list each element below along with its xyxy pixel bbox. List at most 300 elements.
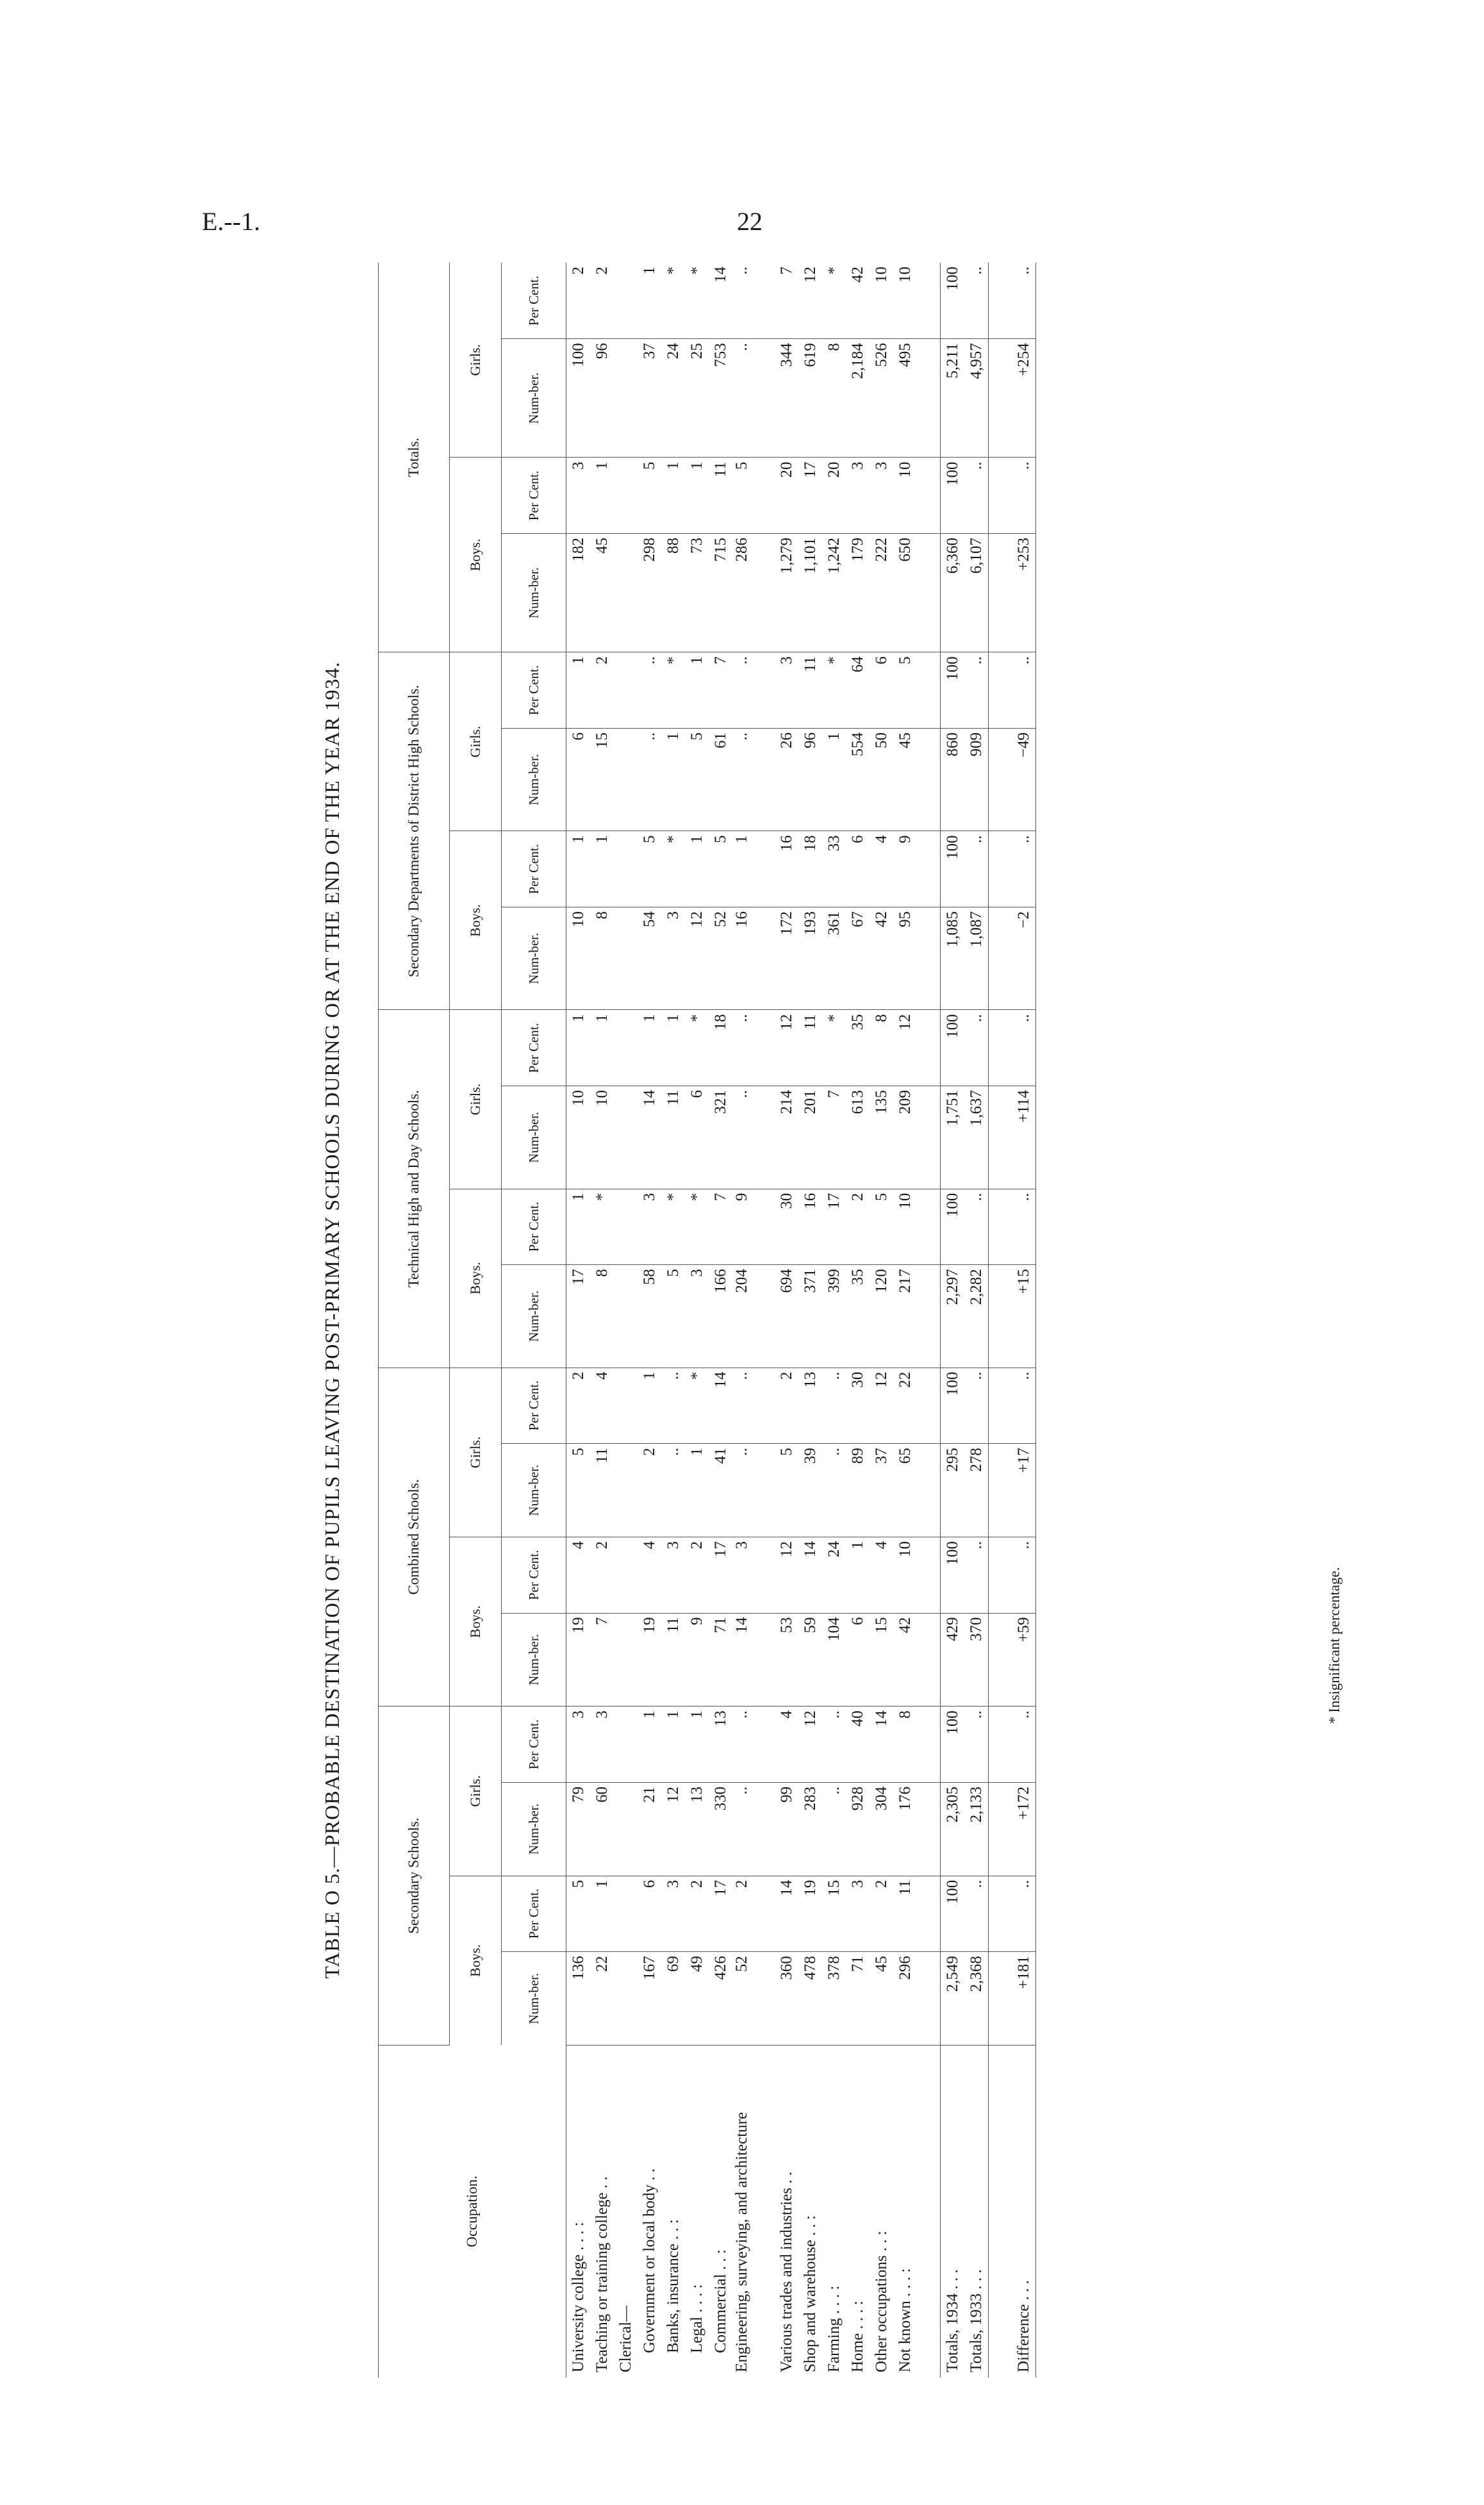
number-cell: 526 [870, 339, 893, 458]
number-cell: 167 [638, 1952, 661, 2046]
percent-cell: 3 [638, 1189, 661, 1265]
percent-cell: * [685, 1368, 709, 1444]
number-cell: 16 [732, 907, 775, 1010]
number-cell: 41 [709, 1444, 732, 1537]
percent-cell: 2 [732, 1876, 775, 1952]
percent-cell: 5 [732, 458, 775, 534]
percent-cell: 1 [638, 1368, 661, 1444]
number-cell: 89 [846, 1444, 870, 1537]
group-header-district-high: Secondary Departments of District High Schools. [379, 652, 450, 1010]
number-cell: .. [732, 1444, 775, 1537]
number-cell: 361 [822, 907, 846, 1010]
occupation-header: Occupation. [379, 2045, 566, 2377]
number-cell: 6,107 [964, 534, 989, 652]
number-cell: 166 [709, 1265, 732, 1368]
number-cell: 650 [893, 534, 917, 652]
number-cell: 67 [846, 907, 870, 1010]
number-cell: 286 [732, 534, 775, 652]
girls-header: Girls. [450, 652, 502, 831]
number-cell: 73 [685, 534, 709, 652]
number-cell: 13 [685, 1782, 709, 1876]
girls-header: Girls. [450, 1707, 502, 1876]
percent-cell: 100 [941, 1010, 965, 1086]
number-cell: 61 [709, 728, 732, 831]
number-cell: 15 [870, 1613, 893, 1707]
percent-cell: .. [1012, 1876, 1036, 1952]
percent-cell: 4 [775, 1707, 798, 1783]
number-cell: 2,305 [941, 1782, 965, 1876]
percent-cell: 12 [798, 1707, 822, 1783]
percent-cell: .. [964, 1876, 989, 1952]
percent-cell: 10 [893, 458, 917, 534]
number-cell: 96 [590, 339, 614, 458]
number-cell: 1 [661, 728, 685, 831]
page-number: 22 [737, 207, 763, 236]
number-cell: 5 [685, 728, 709, 831]
number-cell: 45 [590, 534, 614, 652]
number-cell: 2,133 [964, 1782, 989, 1876]
rotated-table-frame [320, 263, 1410, 2377]
percent-cell: * [822, 263, 846, 339]
percent-cell: 1 [638, 1707, 661, 1783]
percent-cell: 14 [798, 1537, 822, 1613]
percent-cell: .. [822, 1368, 846, 1444]
number-cell: 5 [775, 1444, 798, 1537]
percent-cell: .. [964, 1707, 989, 1783]
percent-cell: 18 [709, 1010, 732, 1086]
percent-cell: 1 [566, 1189, 591, 1265]
number-cell: 399 [822, 1265, 846, 1368]
number-cell: .. [732, 339, 775, 458]
number-cell: 95 [893, 907, 917, 1010]
number-cell: 8 [822, 339, 846, 458]
number-cell: +181 [1012, 1952, 1036, 2046]
occupation-label: Shop and warehouse . . : [802, 2215, 819, 2372]
number-cell: 172 [775, 907, 798, 1010]
number-cell: 429 [941, 1613, 965, 1707]
number-cell: 860 [941, 728, 965, 831]
number-cell: 45 [893, 728, 917, 831]
occupation-label: Teaching or training college . . [593, 2176, 611, 2372]
number-cell: 37 [638, 339, 661, 458]
percent-cell: 42 [846, 263, 870, 339]
group-header-combined: Combined Schools. [379, 1368, 450, 1707]
number-cell: +172 [1012, 1782, 1036, 1876]
table-row [614, 263, 638, 2377]
percent-cell: 14 [870, 1707, 893, 1783]
number-cell: 99 [775, 1782, 798, 1876]
percent-cell: 17 [822, 1189, 846, 1265]
number-cell [614, 1952, 638, 2046]
percent-cell: 13 [798, 1368, 822, 1444]
occupation-label: Not known . . . : [896, 2268, 914, 2372]
occupation-label: Government or local body . . [641, 2168, 658, 2353]
girls-header: Girls. [450, 1368, 502, 1537]
number-cell: 1,101 [798, 534, 822, 652]
percent-cell: 3 [661, 1537, 685, 1613]
number-cell: 8 [590, 1265, 614, 1368]
table-row [566, 263, 591, 2377]
percent-cell: 19 [798, 1876, 822, 1952]
percent-cell: 100 [941, 652, 965, 729]
number-cell: 3 [685, 1265, 709, 1368]
percent-cell: .. [822, 1707, 846, 1783]
percent-cell: 13 [709, 1707, 732, 1783]
percent-cell: 14 [709, 263, 732, 339]
number-cell [614, 1444, 638, 1537]
percent-cell: 3 [566, 458, 591, 534]
per-cent-header: Per Cent. [502, 263, 566, 339]
number-cell: .. [638, 728, 661, 831]
table-row [732, 263, 775, 2377]
number-cell: 193 [798, 907, 822, 1010]
percent-cell: 8 [870, 1010, 893, 1086]
number-cell: 1,242 [822, 534, 846, 652]
number-cell: 42 [870, 907, 893, 1010]
number-cell [614, 1613, 638, 1707]
number-cell: 2,368 [964, 1952, 989, 2046]
percent-cell: .. [1012, 1189, 1036, 1265]
percent-cell: * [685, 1010, 709, 1086]
number-cell: .. [822, 1782, 846, 1876]
number-cell: 5,211 [941, 339, 965, 458]
number-cell: 14 [638, 1086, 661, 1189]
percent-cell: .. [964, 1010, 989, 1086]
percent-cell: 1 [685, 831, 709, 907]
percent-cell: 15 [822, 1876, 846, 1952]
percent-cell: 1 [661, 1707, 685, 1783]
number-cell: 10 [566, 1086, 591, 1189]
number-cell: +253 [1012, 534, 1036, 652]
percent-cell [614, 263, 638, 339]
percent-cell: 100 [941, 458, 965, 534]
girls-header: Girls. [450, 263, 502, 458]
percent-cell: .. [638, 652, 661, 729]
percent-cell: 2 [590, 263, 614, 339]
number-header: Num-ber. [502, 339, 566, 458]
per-cent-header: Per Cent. [502, 1189, 566, 1265]
number-cell: 1 [822, 728, 846, 831]
boys-header: Boys. [450, 458, 502, 652]
occupation-label: Legal . . . : [688, 2284, 705, 2353]
table-row [590, 263, 614, 2377]
occupation-label: Various trades and industries . . [778, 2171, 795, 2372]
percent-cell: .. [964, 1189, 989, 1265]
number-cell: 12 [685, 907, 709, 1010]
percent-cell: 1 [638, 263, 661, 339]
number-cell [614, 339, 638, 458]
number-cell: 11 [661, 1613, 685, 1707]
percent-cell: 35 [846, 1010, 870, 1086]
number-cell: 21 [638, 1782, 661, 1876]
group-header-technical: Technical High and Day Schools. [379, 1010, 450, 1368]
number-cell: 495 [893, 339, 917, 458]
number-cell: 176 [893, 1782, 917, 1876]
number-header: Num-ber. [502, 534, 566, 652]
number-cell: 2,549 [941, 1952, 965, 2046]
percent-cell [614, 652, 638, 729]
occupation-label: Banks, insurance . . : [664, 2219, 682, 2353]
group-header-totals: Totals. [379, 263, 450, 652]
percent-cell: 1 [661, 1010, 685, 1086]
percent-cell: * [685, 1189, 709, 1265]
percent-cell: 1 [566, 1010, 591, 1086]
table-row [941, 263, 965, 2377]
number-cell: 8 [590, 907, 614, 1010]
percent-cell: 18 [798, 831, 822, 907]
percent-cell: .. [1012, 263, 1036, 339]
number-cell: 360 [775, 1952, 798, 2046]
percent-cell: .. [1012, 1010, 1036, 1086]
number-cell: 2,297 [941, 1265, 965, 1368]
percent-cell: .. [732, 263, 775, 339]
per-cent-header: Per Cent. [502, 1876, 566, 1952]
footnote: * Insignificant percentage. [1326, 1567, 1342, 1724]
number-cell: 2,282 [964, 1265, 989, 1368]
number-header: Num-ber. [502, 1613, 566, 1707]
number-cell: 6 [685, 1086, 709, 1189]
percent-cell: 12 [893, 1010, 917, 1086]
percent-cell: .. [732, 1010, 775, 1086]
number-cell: 371 [798, 1265, 822, 1368]
percent-cell: 10 [893, 1537, 917, 1613]
percent-cell: 4 [870, 831, 893, 907]
number-cell: +15 [1012, 1265, 1036, 1368]
number-cell: 278 [964, 1444, 989, 1537]
number-cell [614, 1086, 638, 1189]
percent-cell [614, 1010, 638, 1086]
number-cell: +114 [1012, 1086, 1036, 1189]
number-cell: 79 [566, 1782, 591, 1876]
number-cell: 104 [822, 1613, 846, 1707]
percent-cell: 1 [638, 1010, 661, 1086]
percent-cell: 5 [709, 831, 732, 907]
percent-cell [614, 1537, 638, 1613]
number-cell: +254 [1012, 339, 1036, 458]
girls-header: Girls. [450, 1010, 502, 1189]
percent-cell: 16 [798, 1189, 822, 1265]
percent-cell: 5 [638, 458, 661, 534]
percent-cell: 33 [822, 831, 846, 907]
percent-cell: 2 [846, 1189, 870, 1265]
percent-cell: 1 [590, 1876, 614, 1952]
number-cell: 715 [709, 534, 732, 652]
percent-cell: 3 [590, 1707, 614, 1783]
percent-cell: 2 [870, 1876, 893, 1952]
percent-cell: 3 [566, 1707, 591, 1783]
number-cell: 182 [566, 534, 591, 652]
occupation-label: Clerical— [617, 2305, 634, 2372]
number-cell: 283 [798, 1782, 822, 1876]
percent-cell [614, 1876, 638, 1952]
table-row [964, 263, 989, 2377]
number-cell: 304 [870, 1782, 893, 1876]
number-cell: 694 [775, 1265, 798, 1368]
table-row [685, 263, 709, 2377]
percent-cell: 12 [798, 263, 822, 339]
percent-cell: 5 [870, 1189, 893, 1265]
number-cell: 6 [846, 1613, 870, 1707]
number-cell: .. [732, 1086, 775, 1189]
percent-cell: 4 [870, 1537, 893, 1613]
boys-header: Boys. [450, 1876, 502, 2045]
percent-cell: .. [732, 1707, 775, 1783]
per-cent-header: Per Cent. [502, 458, 566, 534]
number-cell: 71 [709, 1613, 732, 1707]
percent-cell: 1 [590, 831, 614, 907]
number-cell: 222 [870, 534, 893, 652]
number-cell: 53 [775, 1613, 798, 1707]
number-cell [614, 728, 638, 831]
number-cell: 50 [870, 728, 893, 831]
percent-cell: 4 [590, 1368, 614, 1444]
number-cell: 6,360 [941, 534, 965, 652]
percent-cell: 5 [893, 652, 917, 729]
percent-cell: 7 [709, 652, 732, 729]
percent-cell: 3 [732, 1537, 775, 1613]
percent-cell: 2 [685, 1537, 709, 1613]
percent-cell: 3 [775, 652, 798, 729]
number-cell: 619 [798, 339, 822, 458]
number-cell: 15 [590, 728, 614, 831]
percent-cell: 2 [590, 1537, 614, 1613]
percent-cell: 100 [941, 1368, 965, 1444]
percent-cell: 12 [870, 1368, 893, 1444]
percent-cell: * [661, 652, 685, 729]
percent-cell: 10 [870, 263, 893, 339]
percent-cell: 11 [893, 1876, 917, 1952]
percent-cell: 100 [941, 1189, 965, 1265]
number-cell: 60 [590, 1782, 614, 1876]
number-cell: −49 [1012, 728, 1036, 831]
occupation-label: Other occupations . . : [873, 2231, 890, 2372]
number-cell: 1,085 [941, 907, 965, 1010]
percent-cell: 1 [846, 1537, 870, 1613]
percent-cell: .. [1012, 1368, 1036, 1444]
number-cell: 2 [638, 1444, 661, 1537]
table-row [870, 263, 893, 2377]
percent-cell: 12 [775, 1010, 798, 1086]
percent-cell: 1 [685, 458, 709, 534]
page-code: E.--1. [202, 207, 261, 236]
number-cell: 52 [709, 907, 732, 1010]
number-cell: 49 [685, 1952, 709, 2046]
number-cell: .. [732, 728, 775, 831]
per-cent-header: Per Cent. [502, 1537, 566, 1613]
number-cell: 214 [775, 1086, 798, 1189]
number-cell: 928 [846, 1782, 870, 1876]
number-cell: 24 [661, 339, 685, 458]
number-cell: 45 [870, 1952, 893, 2046]
percent-cell: 20 [775, 458, 798, 534]
percent-cell: 17 [709, 1537, 732, 1613]
boys-header: Boys. [450, 1189, 502, 1368]
percent-cell: 9 [893, 831, 917, 907]
number-cell: 14 [732, 1613, 775, 1707]
percent-cell: 9 [732, 1189, 775, 1265]
percent-cell: 2 [590, 652, 614, 729]
number-cell: 88 [661, 534, 685, 652]
number-cell: 10 [590, 1086, 614, 1189]
number-cell: 753 [709, 339, 732, 458]
number-cell [614, 1265, 638, 1368]
number-cell: 1,637 [964, 1086, 989, 1189]
number-cell: 378 [822, 1952, 846, 2046]
number-cell: 4,957 [964, 339, 989, 458]
percent-cell: 4 [566, 1537, 591, 1613]
percent-cell: 2 [566, 1368, 591, 1444]
table-row [775, 263, 798, 2377]
percent-cell: 22 [893, 1368, 917, 1444]
percent-cell: 8 [893, 1707, 917, 1783]
percent-cell: .. [964, 652, 989, 729]
occupation-label: Farming . . . : [825, 2285, 843, 2372]
percent-cell: 7 [775, 263, 798, 339]
number-cell: 69 [661, 1952, 685, 2046]
percent-cell: 10 [893, 1189, 917, 1265]
number-cell: 42 [893, 1613, 917, 1707]
number-cell: 344 [775, 339, 798, 458]
number-cell: 426 [709, 1952, 732, 2046]
number-cell: 96 [798, 728, 822, 831]
percent-cell: 11 [709, 458, 732, 534]
number-cell: 17 [566, 1265, 591, 1368]
number-cell: 9 [685, 1613, 709, 1707]
percent-cell: * [822, 1010, 846, 1086]
percent-cell: 5 [638, 831, 661, 907]
percent-cell: 17 [709, 1876, 732, 1952]
number-cell: 25 [685, 339, 709, 458]
percent-cell: 2 [775, 1368, 798, 1444]
percent-cell [614, 1707, 638, 1783]
table-row [822, 263, 846, 2377]
percent-cell: .. [964, 1368, 989, 1444]
per-cent-header: Per Cent. [502, 1368, 566, 1444]
percent-cell: * [822, 652, 846, 729]
percent-cell [614, 1368, 638, 1444]
percent-cell: 1 [590, 1010, 614, 1086]
percent-cell: 3 [846, 1876, 870, 1952]
number-cell: 26 [775, 728, 798, 831]
percent-cell: .. [964, 831, 989, 907]
percent-cell: 16 [775, 831, 798, 907]
percent-cell: 6 [638, 1876, 661, 1952]
number-cell: 554 [846, 728, 870, 831]
percent-cell: 1 [566, 831, 591, 907]
number-cell: 179 [846, 534, 870, 652]
number-cell: 11 [590, 1444, 614, 1537]
percent-cell: 30 [775, 1189, 798, 1265]
percent-cell: 14 [775, 1876, 798, 1952]
percent-cell: .. [732, 652, 775, 729]
percent-cell: .. [661, 1368, 685, 1444]
percent-cell: 6 [846, 831, 870, 907]
number-cell: 217 [893, 1265, 917, 1368]
percent-cell: .. [964, 1537, 989, 1613]
number-header: Num-ber. [502, 1086, 566, 1189]
percent-cell: .. [732, 1368, 775, 1444]
number-cell: .. [822, 1444, 846, 1537]
percent-cell [614, 458, 638, 534]
number-cell: 204 [732, 1265, 775, 1368]
number-cell: 120 [870, 1265, 893, 1368]
table-row [798, 263, 822, 2377]
occupation-label: Engineering, surveying, and architecture [733, 2112, 750, 2372]
number-header: Num-ber. [502, 1265, 566, 1368]
number-cell: 6 [566, 728, 591, 831]
percent-cell: 1 [590, 458, 614, 534]
table-row [893, 263, 917, 2377]
